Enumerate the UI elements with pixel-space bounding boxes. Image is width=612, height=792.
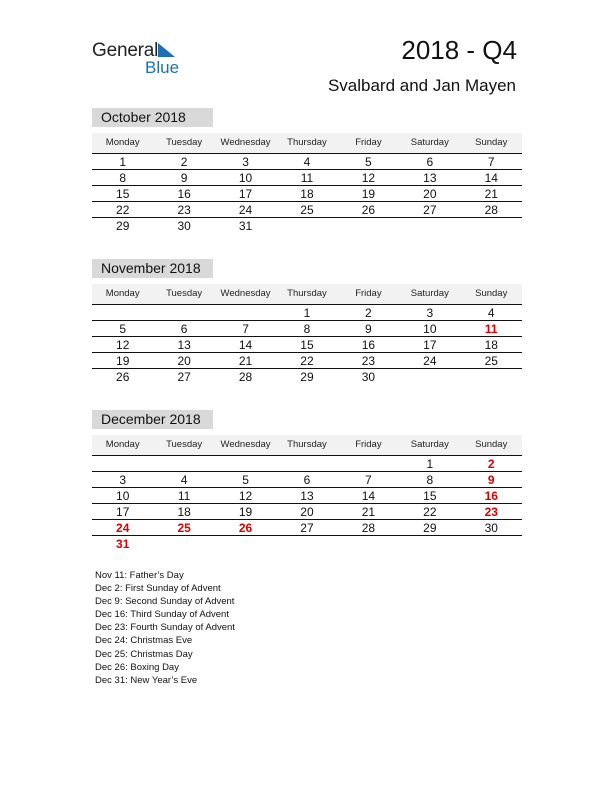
weekday-header: Friday	[355, 288, 382, 299]
day-cell: 6	[426, 155, 434, 169]
day-cell: 26	[116, 370, 130, 384]
weekday-header: Saturday	[410, 288, 449, 299]
day-cell: 24	[238, 203, 253, 217]
week-row	[92, 154, 522, 170]
day-cell: 19	[361, 187, 376, 201]
logo-word-blue: Blue	[145, 58, 180, 77]
week-row	[92, 170, 522, 186]
month-calendar-december	[92, 410, 522, 551]
week-row	[92, 337, 522, 353]
day-cell: 30	[361, 370, 376, 384]
month-calendar-november	[92, 259, 522, 384]
holiday-note: Dec 16: Third Sunday of Advent	[95, 609, 229, 621]
day-cell	[215, 456, 276, 471]
day-cell: 29	[300, 370, 314, 384]
page-subtitle: Svalbard and Jan Mayen	[327, 76, 516, 95]
day-cell: 24	[423, 354, 437, 368]
day-cell: 21	[484, 187, 498, 201]
day-cell: 29	[116, 219, 130, 233]
day-cell	[276, 456, 337, 471]
month-label: November 2018	[92, 259, 213, 278]
day-cell	[399, 536, 460, 551]
day-cell: 1	[426, 457, 434, 471]
day-cell	[338, 456, 399, 471]
day-cell: 1	[303, 306, 311, 320]
weekday-header: Sunday	[475, 288, 508, 299]
day-cell: 7	[365, 473, 372, 487]
weekday-header: Tuesday	[166, 439, 203, 450]
week-row	[92, 504, 522, 520]
day-cell: 25	[484, 354, 498, 368]
day-cell: 24	[116, 521, 130, 535]
day-cell: 16	[177, 187, 191, 201]
weekday-header: Thursday	[287, 137, 327, 148]
week-row	[92, 536, 522, 551]
day-cell	[276, 536, 337, 551]
day-cell	[153, 536, 214, 551]
day-cell: 31	[238, 219, 253, 233]
month-label: October 2018	[92, 108, 213, 127]
weekday-header: Sunday	[475, 439, 508, 450]
day-cell: 3	[242, 155, 249, 169]
day-cell	[215, 305, 276, 320]
week-row	[92, 520, 522, 536]
week-row	[92, 186, 522, 202]
day-cell: 10	[423, 322, 437, 336]
day-cell: 11	[484, 322, 498, 336]
day-cell	[276, 218, 337, 233]
day-cell: 10	[116, 489, 130, 503]
day-cell: 22	[116, 203, 130, 217]
day-cell: 8	[303, 322, 311, 336]
day-cell	[461, 369, 522, 384]
day-cell: 8	[119, 171, 127, 185]
day-cell: 28	[484, 203, 498, 217]
day-cell: 17	[238, 187, 253, 201]
day-cell: 2	[487, 457, 495, 471]
day-cell: 19	[116, 354, 130, 368]
day-cell: 11	[177, 489, 191, 503]
day-cell: 7	[487, 155, 495, 169]
weekday-header: Tuesday	[166, 288, 203, 299]
weekday-header: Thursday	[287, 288, 327, 299]
holiday-note: Dec 26: Boxing Day	[95, 661, 179, 673]
day-cell: 29	[423, 521, 437, 535]
day-cell: 23	[484, 505, 498, 519]
day-cell: 21	[361, 505, 376, 519]
day-cell: 30	[177, 219, 191, 233]
day-cell: 20	[423, 187, 437, 201]
logo-word-general: General	[92, 40, 159, 61]
holiday-note: Nov 11: Father’s Day	[95, 570, 184, 581]
weekday-header: Wednesday	[220, 439, 271, 450]
day-cell: 27	[177, 370, 191, 384]
holiday-notes	[95, 569, 235, 687]
day-cell: 23	[177, 203, 191, 217]
day-cell: 13	[177, 338, 191, 352]
weekday-header-row	[92, 284, 522, 305]
month-calendar-october	[92, 108, 522, 233]
day-cell: 6	[180, 322, 188, 336]
week-row	[92, 488, 522, 504]
day-cell: 26	[238, 521, 253, 535]
day-cell	[92, 305, 153, 320]
day-cell: 31	[116, 537, 130, 551]
day-cell: 5	[365, 155, 372, 169]
day-cell	[153, 456, 214, 471]
weekday-header: Saturday	[410, 439, 449, 450]
day-cell: 6	[303, 473, 311, 487]
day-cell: 14	[361, 489, 376, 503]
weekday-header: Saturday	[410, 137, 449, 148]
day-cell: 23	[361, 354, 376, 368]
day-cell	[153, 305, 214, 320]
day-cell: 15	[423, 489, 437, 503]
week-row	[92, 321, 522, 337]
week-row	[92, 456, 522, 472]
day-cell: 5	[119, 322, 127, 336]
day-cell	[215, 536, 276, 551]
weekday-header: Monday	[105, 288, 140, 299]
week-row	[92, 202, 522, 218]
logo-flag-icon	[158, 43, 175, 57]
day-cell	[461, 536, 522, 551]
day-cell: 4	[303, 155, 311, 169]
day-cell: 13	[423, 171, 437, 185]
day-cell: 13	[300, 489, 314, 503]
day-cell: 21	[238, 354, 253, 368]
day-cell: 28	[361, 521, 376, 535]
weekday-header: Thursday	[287, 439, 327, 450]
day-cell: 12	[238, 489, 253, 503]
day-cell: 20	[177, 354, 191, 368]
day-cell: 12	[361, 171, 376, 185]
day-cell: 25	[177, 521, 191, 535]
weekday-header: Friday	[355, 439, 382, 450]
day-cell: 18	[484, 338, 498, 352]
week-row	[92, 369, 522, 384]
weekday-header: Wednesday	[220, 288, 271, 299]
day-cell: 22	[423, 505, 437, 519]
day-cell: 16	[484, 489, 498, 503]
month-label: December 2018	[92, 410, 213, 429]
holiday-note: Dec 23: Fourth Sunday of Advent	[95, 622, 235, 634]
holiday-note: Dec 31: New Year’s Eve	[95, 674, 198, 686]
day-cell: 3	[119, 473, 127, 487]
weekday-header: Friday	[355, 137, 382, 148]
day-cell: 2	[180, 155, 188, 169]
day-cell: 9	[180, 171, 188, 185]
day-cell: 20	[300, 505, 314, 519]
day-cell	[399, 369, 460, 384]
day-cell: 30	[484, 521, 498, 535]
holiday-note: Dec 24: Christmas Eve	[95, 635, 193, 647]
day-cell	[461, 218, 522, 233]
day-cell: 8	[426, 473, 434, 487]
day-cell: 17	[116, 505, 130, 519]
week-row	[92, 218, 522, 233]
day-cell: 18	[177, 505, 191, 519]
generalblue-logo	[92, 40, 202, 80]
day-cell: 26	[361, 203, 376, 217]
day-cell: 17	[423, 338, 437, 352]
day-cell: 14	[484, 171, 498, 185]
day-cell: 2	[365, 306, 372, 320]
day-cell: 14	[238, 338, 253, 352]
day-cell: 1	[119, 155, 127, 169]
day-cell: 10	[238, 171, 253, 185]
holiday-note: Dec 2: First Sunday of Advent	[95, 583, 221, 595]
day-cell: 15	[300, 338, 314, 352]
weekday-header: Wednesday	[220, 137, 271, 148]
day-cell: 16	[361, 338, 376, 352]
week-row	[92, 305, 522, 321]
weekday-header: Monday	[105, 439, 140, 450]
day-cell: 12	[116, 338, 130, 352]
day-cell: 7	[242, 322, 249, 336]
day-cell: 27	[423, 203, 437, 217]
day-cell: 9	[365, 322, 372, 336]
day-cell	[338, 218, 399, 233]
day-cell	[338, 536, 399, 551]
week-row	[92, 353, 522, 369]
day-cell: 5	[242, 473, 249, 487]
day-cell	[399, 218, 460, 233]
day-cell: 18	[300, 187, 314, 201]
day-cell: 3	[426, 306, 434, 320]
day-cell: 11	[300, 171, 314, 185]
day-cell: 27	[300, 521, 314, 535]
holiday-note: Dec 9: Second Sunday of Advent	[95, 596, 235, 608]
day-cell: 28	[238, 370, 253, 384]
weekday-header-row	[92, 435, 522, 456]
day-cell: 15	[116, 187, 130, 201]
weekday-header: Sunday	[475, 137, 508, 148]
week-row	[92, 472, 522, 488]
day-cell: 9	[487, 473, 495, 487]
day-cell: 4	[487, 306, 495, 320]
day-cell	[92, 456, 153, 471]
weekday-header-row	[92, 133, 522, 154]
page-title: 2018 - Q4	[401, 35, 517, 65]
weekday-header: Tuesday	[166, 137, 203, 148]
day-cell: 4	[180, 473, 188, 487]
day-cell: 19	[238, 505, 253, 519]
day-cell: 25	[300, 203, 314, 217]
day-cell: 22	[300, 354, 314, 368]
holiday-note: Dec 25: Christmas Day	[95, 648, 193, 660]
weekday-header: Monday	[105, 137, 140, 148]
